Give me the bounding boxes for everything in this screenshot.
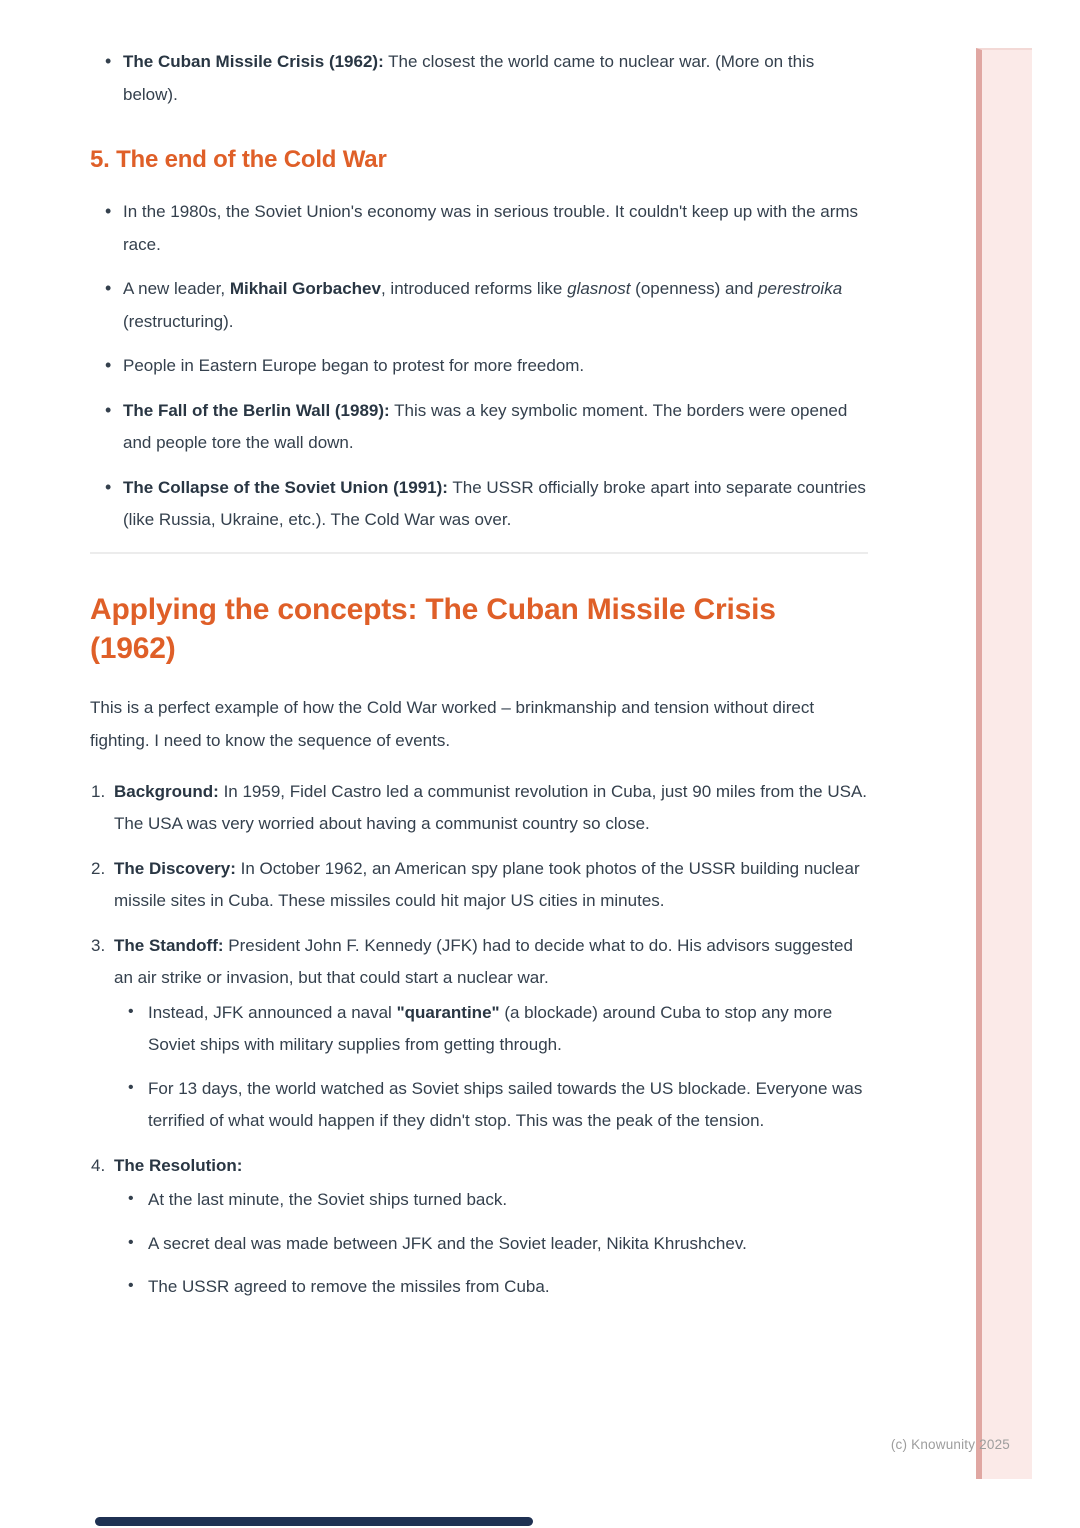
numbered-item-discovery xyxy=(90,853,868,918)
text-segment: The Resolution: xyxy=(114,1155,243,1175)
standoff-sub-list xyxy=(114,997,868,1138)
sub-bullet-quarantine xyxy=(114,997,868,1062)
text-segment: People in Eastern Europe began to protest for more freedom. xyxy=(123,356,585,375)
bullet-item-gorbachev xyxy=(90,273,868,338)
text-segment: glasnost xyxy=(567,279,631,298)
bullet-item-berlin-wall xyxy=(90,395,868,460)
text-segment: , introduced reforms like xyxy=(380,279,568,298)
sub-bullet-ships-turned-back xyxy=(114,1184,868,1217)
item-text xyxy=(114,936,853,988)
text-segment: The Fall of the Berlin Wall (1989): xyxy=(123,400,390,420)
item-number: 2. xyxy=(91,858,106,878)
text-segment: (a blockade) around Cuba to stop any more Soviet ships with military supplies from getting through. xyxy=(148,1002,833,1054)
intro-bullet-list xyxy=(90,46,868,111)
text-segment: The Cuban Missile Crisis (1962): xyxy=(123,52,384,71)
text-segment: In 1959, Fidel Castro led a communist revolution in Cuba, just 90 miles from the USA. The USA was very worried about having a communist country so close. xyxy=(114,781,868,833)
text-segment: In the 1980s, the Soviet Union's economy was in serious trouble. It couldn't keep up with the arms race. xyxy=(123,202,859,254)
bullet-item-cuban-missile-crisis xyxy=(90,46,868,111)
end-of-cold-war-bullet-list xyxy=(90,196,868,537)
text-segment: (openness) and xyxy=(630,279,759,298)
text-segment: The Standoff: xyxy=(114,935,224,955)
section-heading-end-of-cold-war: 5. The end of the Cold War xyxy=(90,146,387,173)
bullet-item-soviet-economy xyxy=(90,196,868,261)
text-segment: (restructuring). xyxy=(123,311,234,331)
text-segment: This was a key symbolic moment. The borders were opened and people tore the wall down. xyxy=(123,400,848,452)
text-segment: President John F. Kennedy (JFK) had to decide what to do. His advisors suggested an air strike or invasion, but that could start a nuclear war. xyxy=(114,935,853,987)
text-segment: For 13 days, the world watched as Soviet ships sailed towards the US blockade. Everyone was terrified of what would happen if they didn't stop. This was the peak of the tension. xyxy=(148,1078,863,1130)
item-number: 3. xyxy=(91,935,106,955)
bottom-progress-bar xyxy=(95,1517,533,1526)
text-segment: The Discovery: xyxy=(114,858,236,878)
sub-bullet-remove-missiles xyxy=(114,1271,868,1304)
text-segment: The USSR agreed to remove the missiles from Cuba. xyxy=(148,1277,550,1296)
text-segment: The Collapse of the Soviet Union (1991): xyxy=(123,477,448,497)
text-segment: A new leader, xyxy=(123,279,230,298)
copyright-watermark: (c) Knowunity 2025 xyxy=(890,1437,1010,1452)
text-segment: At the last minute, the Soviet ships turned back. xyxy=(148,1190,508,1209)
item-text xyxy=(114,782,867,834)
text-segment: Mikhail Gorbachev xyxy=(229,279,381,298)
item-text xyxy=(114,859,860,911)
sub-bullet-secret-deal xyxy=(114,1228,868,1261)
item-number: 4. xyxy=(91,1155,106,1175)
text-segment: Instead, JFK announced a naval xyxy=(148,1002,397,1022)
bullet-item-eastern-europe xyxy=(90,350,868,383)
item-number: 1. xyxy=(91,781,106,801)
resolution-sub-list xyxy=(114,1184,868,1304)
text-segment: perestroika xyxy=(758,279,843,298)
item-text xyxy=(114,1156,242,1175)
document-content xyxy=(90,0,868,1316)
bullet-item-soviet-collapse xyxy=(90,472,868,537)
text-segment: A secret deal was made between JFK and the Soviet leader, Nikita Khrushchev. xyxy=(148,1233,747,1253)
sub-bullet-thirteen-days xyxy=(114,1073,868,1138)
applying-concepts-heading: Applying the concepts: The Cuban Missile Crisis (1962) xyxy=(90,592,776,665)
side-highlight-strip xyxy=(976,48,1032,1479)
text-segment: The closest the world came to nuclear war. (More on this below). xyxy=(123,52,815,104)
sequence-of-events-list xyxy=(90,776,868,1304)
text-segment: The USSR officially broke apart into separate countries (like Russia, Ukraine, etc.). The Cold War was over. xyxy=(123,477,866,529)
numbered-item-standoff xyxy=(90,930,868,1138)
numbered-item-resolution xyxy=(90,1150,868,1304)
text-segment: In October 1962, an American spy plane took photos of the USSR building nuclear missile sites in Cuba. These missiles could hit major US cities in minutes. xyxy=(114,858,860,910)
numbered-item-background xyxy=(90,776,868,841)
text-segment: "quarantine" xyxy=(396,1002,500,1022)
section-divider xyxy=(90,552,868,554)
text-segment: Background: xyxy=(114,781,219,801)
applying-concepts-intro: This is a perfect example of how the Cold War worked – brinkmanship and tension without direct fighting. I need to know the sequence of events. xyxy=(90,697,815,750)
